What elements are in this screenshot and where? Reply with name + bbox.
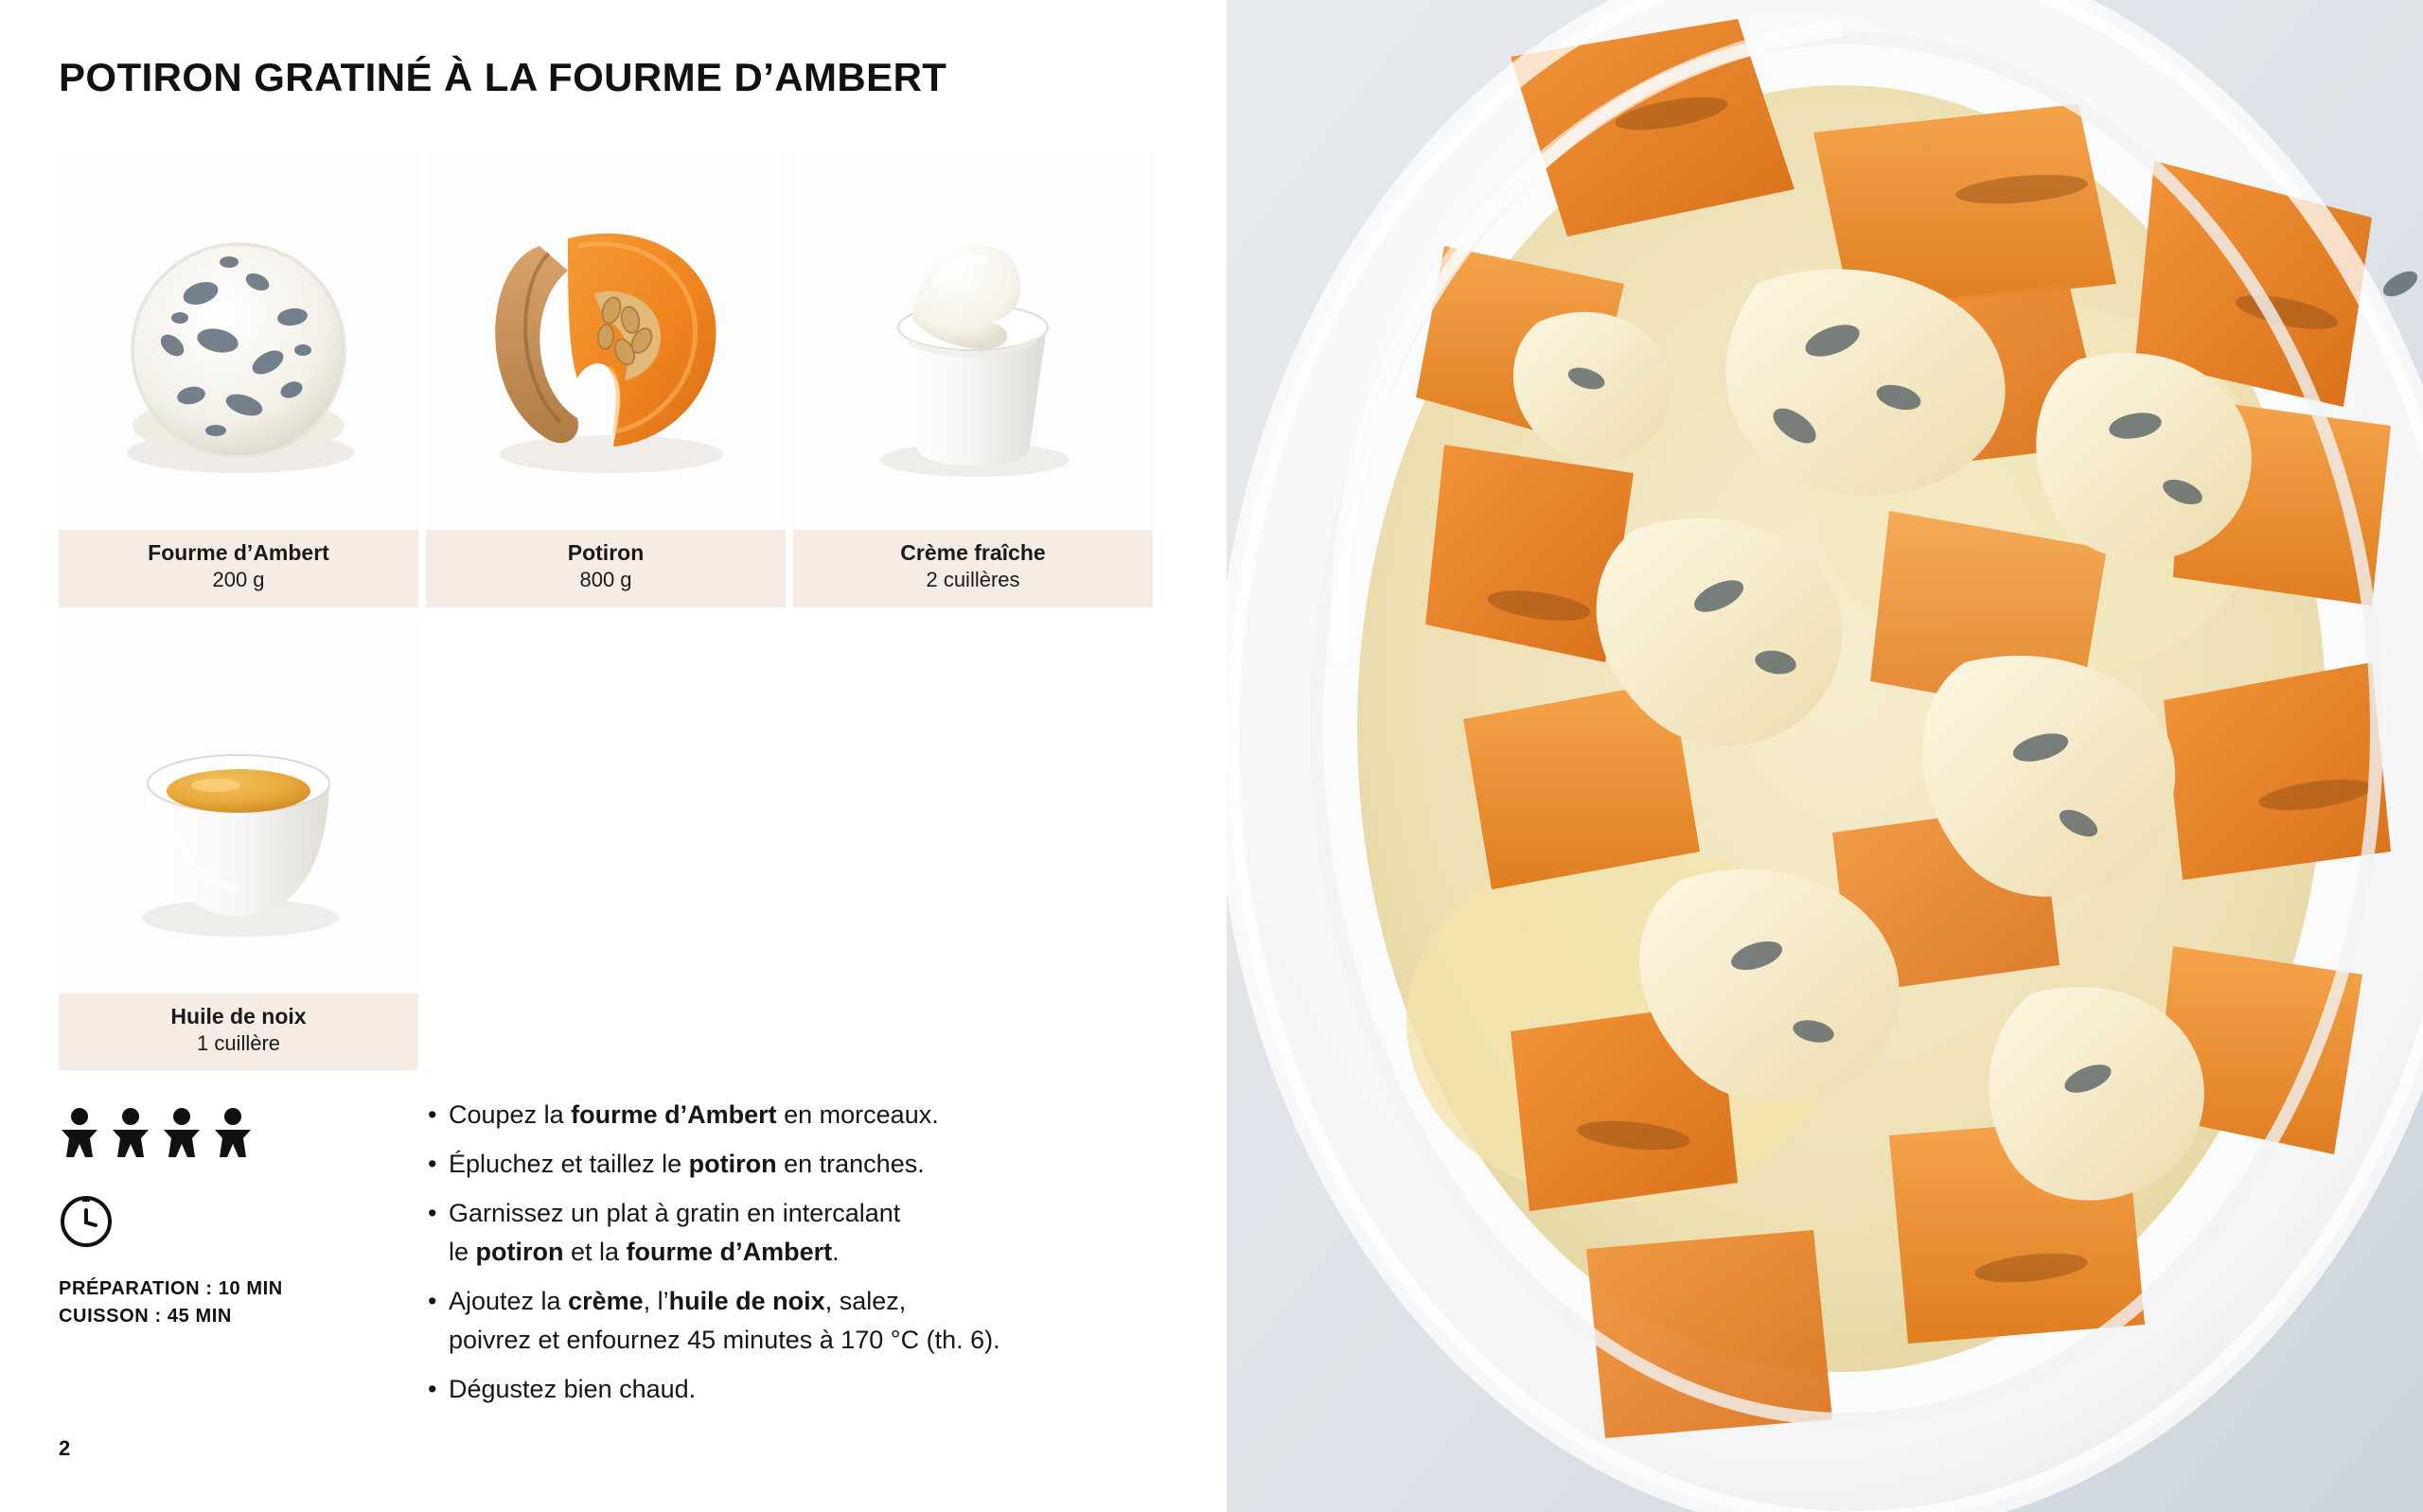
ingredient-caption — [426, 530, 786, 607]
blue-cheese-round-icon — [59, 151, 418, 530]
ingredient-quantity: 200 g — [212, 568, 265, 592]
instruction-step — [428, 1370, 1194, 1409]
instruction-text: Garnissez un plat à gratin en intercalant le potiron et la fourme d’Ambert. — [449, 1199, 901, 1267]
clock-icon-wrapper — [59, 1193, 399, 1253]
instruction-step — [428, 1194, 1194, 1272]
dish-photo-panel — [1227, 0, 2423, 1512]
ingredient-card-huile-de-noix — [59, 615, 418, 1071]
ingredient-quantity: 1 cuillère — [196, 1031, 281, 1056]
bullet-icon: • — [428, 1287, 437, 1316]
page-title: POTIRON GRATINÉ À LA FOURME D’AMBERT — [59, 55, 947, 99]
instruction-list — [428, 1096, 1194, 1419]
person-icon — [161, 1106, 203, 1159]
bullet-icon: • — [428, 1375, 437, 1404]
instruction-step — [428, 1096, 1194, 1134]
pumpkin-gratin-dish-photo — [1227, 0, 2423, 1512]
ingredient-card-potiron — [426, 151, 786, 607]
cooking-time: CUISSON : 45 MIN — [59, 1306, 232, 1327]
bullet-icon: • — [428, 1150, 437, 1179]
ingredient-card-fourme-dambert — [59, 151, 418, 607]
instruction-step — [428, 1145, 1194, 1184]
ingredient-grid — [59, 151, 1062, 1078]
person-icon — [110, 1106, 151, 1159]
page-number: 2 — [59, 1436, 71, 1460]
preparation-time: PRÉPARATION : 10 MIN — [59, 1278, 283, 1299]
ingredient-card-creme-fraiche — [793, 151, 1153, 607]
person-icon — [212, 1106, 254, 1159]
ingredient-caption — [793, 530, 1153, 607]
oil-bowl-icon — [59, 615, 418, 993]
ingredient-row — [59, 151, 1062, 607]
ingredient-name: Potiron — [567, 540, 645, 565]
ingredient-row — [59, 615, 1062, 1071]
ingredient-caption — [59, 530, 418, 607]
timing-block — [59, 1275, 399, 1330]
bullet-icon: • — [428, 1199, 437, 1228]
ingredient-name: Crème fraîche — [900, 540, 1046, 565]
ingredient-name: Fourme d’Ambert — [148, 540, 329, 565]
instruction-text: Épluchez et taillez le potiron en tranches. — [449, 1150, 925, 1179]
pumpkin-slice-icon — [426, 151, 786, 530]
clock-icon — [59, 1193, 114, 1248]
ingredient-caption — [59, 993, 418, 1071]
ingredient-quantity: 2 cuillères — [926, 568, 1020, 592]
instruction-text: Dégustez bien chaud. — [449, 1375, 697, 1404]
servings-indicator — [59, 1100, 399, 1159]
cream-pot-icon — [793, 151, 1153, 530]
instruction-text: Coupez la fourme d’Ambert en morceaux. — [449, 1100, 939, 1129]
recipe-meta — [59, 1100, 399, 1330]
ingredient-name: Huile de noix — [170, 1003, 307, 1029]
person-icon — [59, 1106, 100, 1159]
instruction-step — [428, 1282, 1194, 1360]
ingredient-quantity: 800 g — [579, 568, 632, 592]
bullet-icon: • — [428, 1100, 437, 1129]
instruction-text: Ajoutez la crème, l’huile de noix, salez, poivrez et enfournez 45 minutes à 170 °C (th. 6). — [449, 1287, 1000, 1355]
